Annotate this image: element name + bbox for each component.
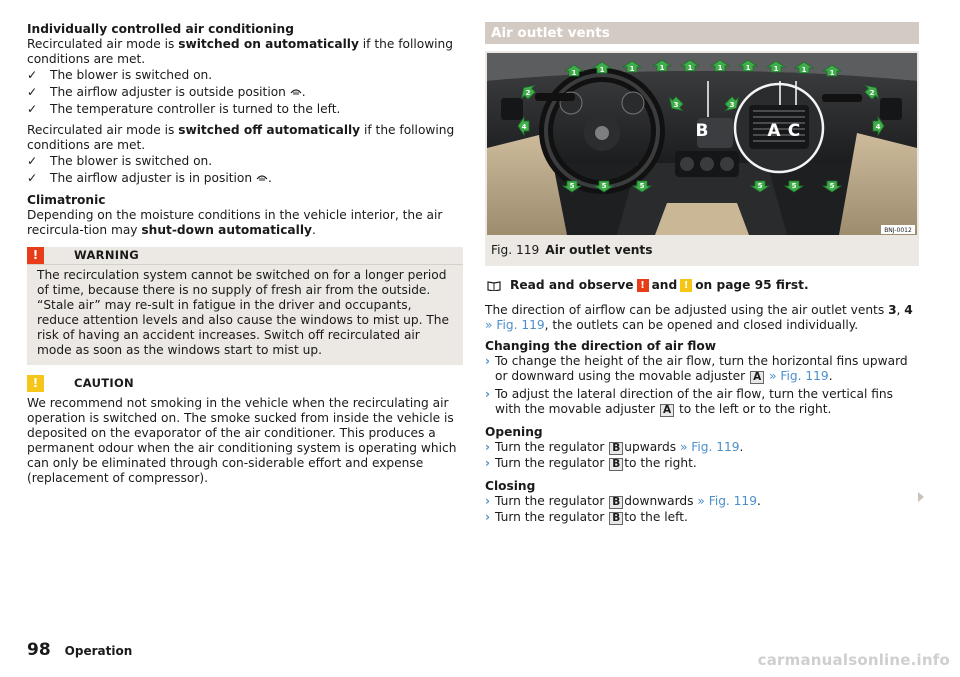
fig-link[interactable]: » Fig. 119 bbox=[485, 318, 545, 332]
warning-text: The recirculation system cannot be switched on for a longer period of time, because there is no supply of fresh air from the outside. “Stale air” may re-sult in fatigue in the driver and occupants, reduce attention levels and also cause the windows to mist up. The risk of having an accident increases. Switch off recirculated air mode as soon as the windows start to mist up. bbox=[37, 268, 449, 357]
climatronic-heading: Climatronic bbox=[27, 193, 106, 207]
condition-item: ✓ The blower is switched on. bbox=[27, 154, 213, 168]
read-and-observe: Read and observe ! and ! on page 95 first. bbox=[485, 278, 919, 293]
key-B: B bbox=[609, 442, 623, 455]
dashboard-figure bbox=[487, 53, 917, 235]
caution-header bbox=[27, 375, 463, 392]
climatronic-paragraph: Depending on the moisture conditions in the vehicle interior, the air recircula-tion may shut-down automatically. bbox=[27, 208, 443, 237]
recirc-on-paragraph: Recirculated air mode is switched on automatically if the following conditions are met. bbox=[27, 37, 454, 66]
figure-code: BNJ-0012 bbox=[884, 227, 912, 234]
check-icon: ✓ bbox=[27, 102, 38, 116]
step-item: › To adjust the lateral direction of the air flow, turn the vertical fins with the movable adjuster A to the left or to the right. bbox=[485, 387, 893, 416]
key-B: B bbox=[609, 512, 623, 525]
label-A: A bbox=[767, 121, 781, 141]
closing-heading: Closing bbox=[485, 479, 536, 493]
label-4: 4 bbox=[875, 123, 881, 131]
book-icon bbox=[487, 280, 501, 291]
check-icon: ✓ bbox=[27, 171, 38, 185]
fig-link[interactable]: » Fig. 119 bbox=[765, 369, 829, 383]
page-footer bbox=[27, 640, 133, 660]
step-arrow-icon: › bbox=[485, 354, 491, 368]
opening-heading: Opening bbox=[485, 425, 543, 439]
label-5: 5 bbox=[829, 182, 835, 190]
caution-icon: ! bbox=[27, 375, 44, 392]
label-1: 1 bbox=[801, 66, 807, 74]
label-3: 3 bbox=[673, 101, 679, 109]
step-item: › Turn the regulator B upwards » Fig. 119. bbox=[485, 440, 744, 454]
label-1: 1 bbox=[687, 64, 693, 72]
figure-caption: Fig. 119 Air outlet vents bbox=[491, 243, 653, 257]
step-item: › Turn the regulator B to the right. bbox=[485, 456, 697, 470]
warning-ref-icon: ! bbox=[637, 279, 649, 292]
warning-box bbox=[27, 247, 463, 365]
key-A: A bbox=[750, 371, 764, 384]
check-icon: ✓ bbox=[27, 85, 38, 99]
label-5: 5 bbox=[601, 182, 607, 190]
warning-title: WARNING bbox=[74, 248, 139, 262]
windscreen-icon bbox=[256, 173, 268, 182]
windscreen-icon bbox=[290, 87, 302, 96]
condition-item: ✓ The airflow adjuster is in position . bbox=[27, 171, 272, 185]
key-B: B bbox=[609, 458, 623, 471]
label-1: 1 bbox=[571, 69, 577, 77]
section-title-bar: Air outlet vents bbox=[485, 22, 919, 44]
label-3: 3 bbox=[729, 101, 735, 109]
recirc-off-conditions bbox=[27, 154, 463, 186]
label-2: 2 bbox=[869, 89, 875, 97]
key-A: A bbox=[660, 404, 674, 417]
label-5: 5 bbox=[757, 182, 763, 190]
step-item: › Turn the regulator B to the left. bbox=[485, 510, 688, 524]
step-arrow-icon: › bbox=[485, 440, 491, 454]
label-1: 1 bbox=[629, 65, 635, 73]
caution-ref-icon: ! bbox=[680, 279, 692, 292]
step-arrow-icon: › bbox=[485, 510, 491, 524]
condition-item: ✓ The airflow adjuster is outside position . bbox=[27, 85, 306, 99]
label-5: 5 bbox=[791, 182, 797, 190]
label-B: B bbox=[695, 121, 709, 141]
caution-title: CAUTION bbox=[74, 376, 134, 390]
continue-arrow-icon bbox=[918, 492, 924, 502]
step-arrow-icon: › bbox=[485, 494, 491, 508]
fig-link[interactable]: » Fig. 119 bbox=[679, 440, 740, 454]
label-1: 1 bbox=[773, 65, 779, 73]
condition-item: ✓ The blower is switched on. bbox=[27, 68, 213, 82]
watermark: carmanualsonline.info bbox=[757, 651, 950, 669]
label-C: C bbox=[787, 121, 801, 141]
intro-paragraph: The direction of airflow can be adjusted using the air outlet vents 3, 4 » Fig. 119, the outlets can be opened and closed individually. bbox=[485, 303, 913, 332]
warning-icon: ! bbox=[27, 247, 44, 264]
check-icon: ✓ bbox=[27, 154, 38, 168]
label-1: 1 bbox=[745, 64, 751, 72]
check-icon: ✓ bbox=[27, 68, 38, 82]
label-2: 2 bbox=[525, 89, 531, 97]
warning-header bbox=[27, 247, 463, 265]
step-item: › Turn the regulator B downwards » Fig. 119. bbox=[485, 494, 761, 508]
label-1: 1 bbox=[717, 64, 723, 72]
recirc-on-conditions bbox=[27, 68, 463, 117]
page-number: 98 bbox=[27, 640, 51, 660]
label-5: 5 bbox=[569, 182, 575, 190]
changing-heading: Changing the direction of air flow bbox=[485, 339, 717, 353]
step-item: › To change the height of the air flow, turn the horizontal fins upward or downward using the movable adjuster A » Fig. 119. bbox=[485, 354, 908, 383]
step-arrow-icon: › bbox=[485, 387, 491, 401]
right-column bbox=[485, 22, 919, 525]
label-1: 1 bbox=[659, 64, 665, 72]
footer-section: Operation bbox=[64, 644, 133, 658]
left-column bbox=[27, 22, 463, 486]
recirc-off-paragraph: Recirculated air mode is switched off automatically if the following conditions are met. bbox=[27, 123, 455, 152]
label-1: 1 bbox=[829, 69, 835, 77]
figure-119 bbox=[485, 51, 919, 266]
step-arrow-icon: › bbox=[485, 456, 491, 470]
condition-item: ✓ The temperature controller is turned to the left. bbox=[27, 102, 341, 116]
label-1: 1 bbox=[599, 66, 605, 74]
label-5: 5 bbox=[639, 182, 645, 190]
section-heading: Individually controlled air conditioning bbox=[27, 22, 294, 36]
fig-link[interactable]: » Fig. 119 bbox=[697, 494, 757, 508]
key-B: B bbox=[609, 496, 623, 509]
label-4: 4 bbox=[521, 123, 527, 131]
caution-text: We recommend not smoking in the vehicle when the recirculating air operation is switched on. The smoke sucked from inside the vehicle is deposited on the evaporator of the air conditioner. This produces a permanent odour when the air conditioning system is operating which can only be eliminated through con-siderable effort and expense (replacement of compressor). bbox=[27, 396, 457, 485]
